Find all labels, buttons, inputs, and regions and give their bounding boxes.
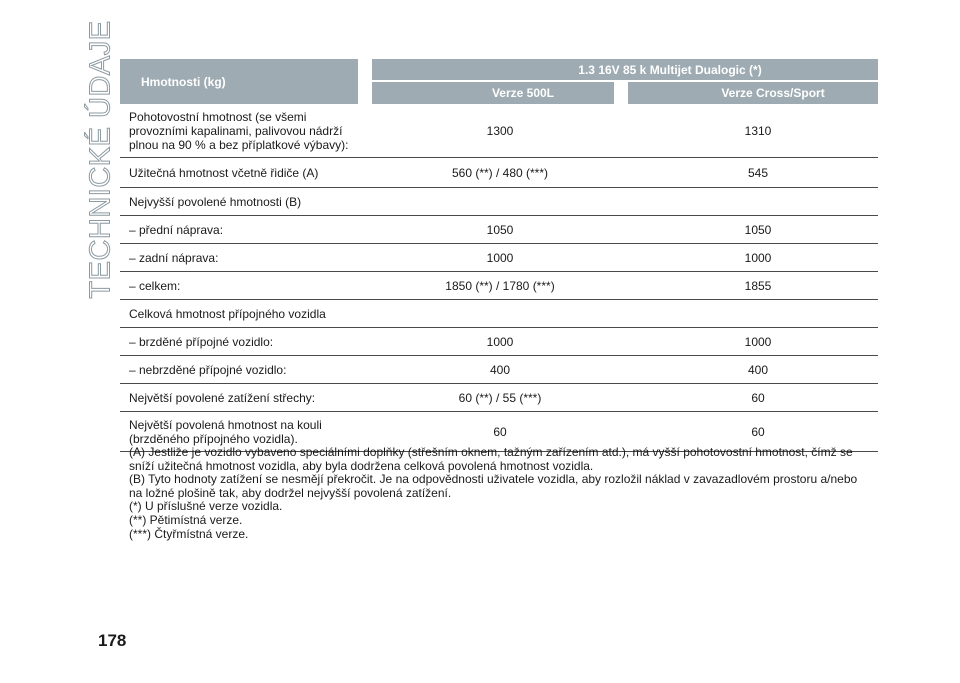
- row-label-line: – celkem:: [129, 278, 181, 293]
- row-label-line: Největší povolená hmotnost na kouli: [129, 417, 322, 432]
- value-cross-sport: 1310: [744, 123, 772, 138]
- row-label-line: – přední náprava:: [129, 222, 224, 237]
- table-row: [120, 328, 878, 356]
- value-cross-sport: 60: [751, 390, 765, 405]
- row-label: [120, 166, 372, 180]
- table-row: [120, 158, 878, 188]
- value-500l: 1050: [486, 222, 514, 237]
- row-label-line: – brzděné přípojné vozidlo:: [129, 334, 274, 349]
- table-row: [120, 300, 878, 328]
- value-cross-sport: 1000: [744, 334, 772, 349]
- row-label-line: Celková hmotnost přípojného vozidla: [129, 306, 326, 321]
- table-row: [120, 356, 878, 384]
- row-label-line: plnou na 90 % a bez příplatkové výbavy):: [129, 137, 349, 152]
- row-label: [120, 279, 372, 293]
- row-label-line: Užitečná hmotnost včetně řidiče (A): [129, 165, 319, 180]
- value-cross-sport: 545: [747, 165, 769, 180]
- row-label: [120, 307, 372, 321]
- value-500l: 1850 (**) / 1780 (***): [445, 278, 555, 293]
- row-label: [120, 363, 372, 377]
- table-col-header-500l: Verze 500L: [372, 82, 614, 104]
- value-cross-sport: 1855: [744, 278, 772, 293]
- value-500l: 60 (**) / 55 (***): [458, 390, 542, 405]
- value-500l: 1300: [486, 123, 514, 138]
- value-cross-sport: 1000: [744, 250, 772, 265]
- value-500l: 1000: [486, 250, 514, 265]
- row-label: [120, 418, 372, 446]
- row-label-line: (brzděného přípojného vozidla).: [129, 431, 298, 446]
- footnote-star: (*) U příslušné verze vozidla.: [129, 499, 283, 514]
- value-500l: 60: [493, 424, 507, 439]
- value-500l: 400: [489, 362, 511, 377]
- table-row: [120, 188, 878, 216]
- row-label: [120, 223, 372, 237]
- row-label: [120, 195, 372, 209]
- value-cross-sport: 1050: [744, 222, 772, 237]
- row-label: [120, 251, 372, 265]
- value-cross-sport: 60: [751, 424, 765, 439]
- value-500l: 1000: [486, 334, 514, 349]
- section-title: TECHNICKÉ ÚDAJE: [85, 19, 118, 299]
- footnotes: [129, 446, 869, 541]
- table-row: [120, 104, 878, 158]
- table-group-header: 1.3 16V 85 k Multijet Dualogic (*): [372, 59, 878, 80]
- table-header-label: Hmotnosti (kg): [120, 59, 358, 104]
- value-cross-sport: 400: [747, 362, 769, 377]
- row-label-line: – nebrzděné přípojné vozidlo:: [129, 362, 287, 377]
- page-number: 178: [98, 631, 127, 650]
- table-row: [120, 272, 878, 300]
- table-row: [120, 244, 878, 272]
- footnote-triple-star: (***) Čtyřmístná verze.: [129, 526, 249, 541]
- table-col-header-cross-sport: Verze Cross/Sport: [628, 82, 878, 104]
- value-500l: 560 (**) / 480 (***): [451, 165, 549, 180]
- footnote-a: (A) Jestliže je vozidlo vybaveno speciálními doplňky (střešním oknem, tažným zařízením atd.), má vyšší pohotovostní hmotnost, čímž se sníží užitečná hmotnost vozidla, aby byla dodržena celková povolená hmotnost vozidla.: [129, 445, 853, 473]
- footnote-b: (B) Tyto hodnoty zatížení se nesmějí překročit. Je na odpovědnosti uživatele vozidla, aby rozložil náklad v zavazadlovém prostoru a/nebo na ložné plošině tak, aby dodržel nejvyšší povolená zatížení.: [129, 472, 858, 500]
- row-label-line: Největší povolené zatížení střechy:: [129, 390, 316, 405]
- row-label-line: provozními kapalinami, palivovou nádrží: [129, 123, 343, 138]
- table-row: [120, 216, 878, 244]
- table-row: [120, 384, 878, 412]
- row-label: [120, 391, 372, 405]
- row-label: [120, 110, 372, 152]
- weights-table: [120, 104, 878, 452]
- footnote-double-star: (**) Pětimístná verze.: [129, 512, 243, 527]
- row-label-line: Nejvyšší povolené hmotnosti (B): [129, 194, 302, 209]
- row-label-line: Pohotovostní hmotnost (se všemi: [129, 109, 307, 124]
- row-label-line: – zadní náprava:: [129, 250, 219, 265]
- row-label: [120, 335, 372, 349]
